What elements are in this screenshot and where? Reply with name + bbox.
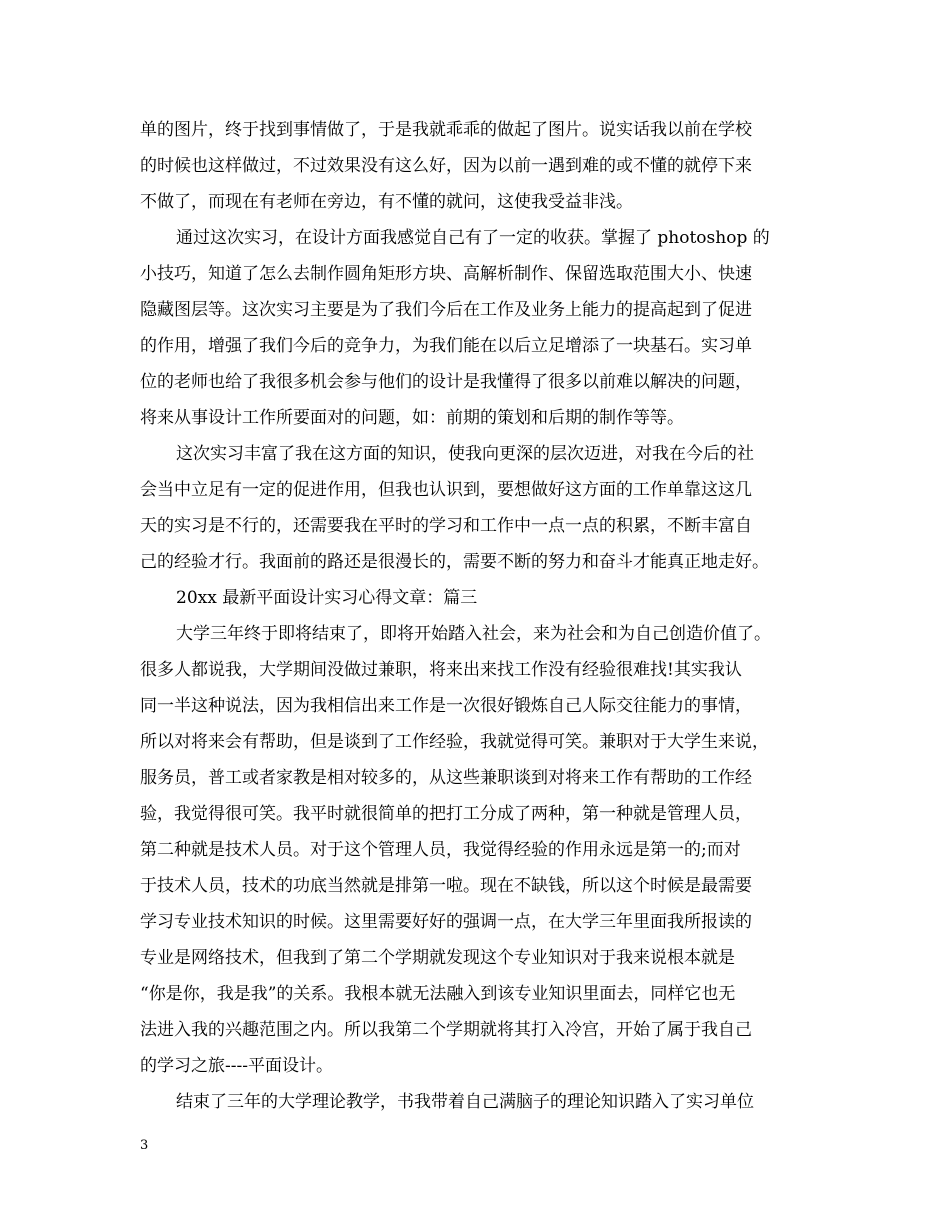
text-line: 将来从事设计工作所要面对的问题，如：前期的策划和后期的制作等等。 [140,408,684,428]
paragraph [140,616,820,1084]
text-line: 会当中立足有一定的促进作用，但我也认识到，要想做好这方面的工作单靠这这几 [140,480,752,500]
text-line: 天的实习是不行的，还需要我在平时的学习和工作中一点一点的积累，不断丰富自 [140,516,752,536]
text-line: 结束了三年的大学理论教学，书我带着自己满脑子的理论知识踏入了实习单位 [176,1092,754,1112]
paragraph [140,112,820,220]
text-line: 的学习之旅----平面设计。 [140,1056,333,1076]
text-line: 大学三年终于即将结束了，即将开始踏入社会，来为社会和为自己创造价值了。 [176,624,771,644]
text-line: 第二种就是技术人员。对于这个管理人员，我觉得经验的作用永远是第一的;而对 [140,840,741,860]
paragraph [140,220,820,436]
text-line: 通过这次实习，在设计方面我感觉自己有了一定的收获。掌握了 photoshop 的 [176,228,770,248]
paragraph [140,1084,820,1120]
text-line: 这次实习丰富了我在这方面的知识，使我向更深的层次迈进，对我在今后的社 [176,444,754,464]
text-line: 专业是网络技术，但我到了第二个学期就发现这个专业知识对于我来说根本就是 [140,948,735,968]
text-line: 小技巧，知道了怎么去制作圆角矩形方块、高解析制作、保留选取范围大小、快速 [140,264,752,284]
text-line: 己的经验才行。我面前的路还是很漫长的，需要不断的努力和奋斗才能真正地走好。 [140,552,769,572]
text-line: 隐藏图层等。这次实习主要是为了我们今后在工作及业务上能力的提高起到了促进 [140,300,752,320]
text-line: 的时候也这样做过，不过效果没有这么好，因为以前一遇到难的或不懂的就停下来 [140,156,752,176]
text-line: 很多人都说我，大学期间没做过兼职，将来出来找工作没有经验很难找!其实我认 [140,660,742,680]
text-line: 不做了，而现在有老师在旁边，有不懂的就问，这使我受益非浅。 [140,192,633,212]
document-body [140,112,820,1120]
text-line: “你是你，我是我”的关系。我根本就无法融入到该专业知识里面去，同样它也无 [140,984,736,1004]
text-line: 法进入我的兴趣范围之内。所以我第二个学期就将其打入冷宫，开始了属于我自己 [140,1020,752,1040]
text-line: 位的老师也给了我很多机会参与他们的设计是我懂得了很多以前难以解决的问题， [140,372,752,392]
text-line: 同一半这种说法，因为我相信出来工作是一次很好锻炼自己人际交往能力的事情， [140,696,752,716]
text-line: 服务员，普工或者家教是相对较多的，从这些兼职谈到对将来工作有帮助的工作经 [140,768,752,788]
text-line: 于技术人员，技术的功底当然就是排第一啦。现在不缺钱，所以这个时候是最需要 [140,876,752,896]
page-number: 3 [140,1138,149,1153]
text-line: 20xx 最新平面设计实习心得文章：篇三 [176,588,478,608]
paragraph [140,580,820,616]
text-line: 所以对将来会有帮助，但是谈到了工作经验，我就觉得可笑。兼职对于大学生来说， [140,732,769,752]
text-line: 单的图片，终于找到事情做了，于是我就乖乖的做起了图片。说实话我以前在学校 [140,120,752,140]
text-line: 的作用，增强了我们今后的竞争力，为我们能在以后立足增添了一块基石。实习单 [140,336,752,356]
text-line: 学习专业技术知识的时候。这里需要好好的强调一点，在大学三年里面我所报读的 [140,912,752,932]
text-line: 验，我觉得很可笑。我平时就很简单的把打工分成了两种，第一种就是管理人员， [140,804,752,824]
paragraph [140,436,820,580]
